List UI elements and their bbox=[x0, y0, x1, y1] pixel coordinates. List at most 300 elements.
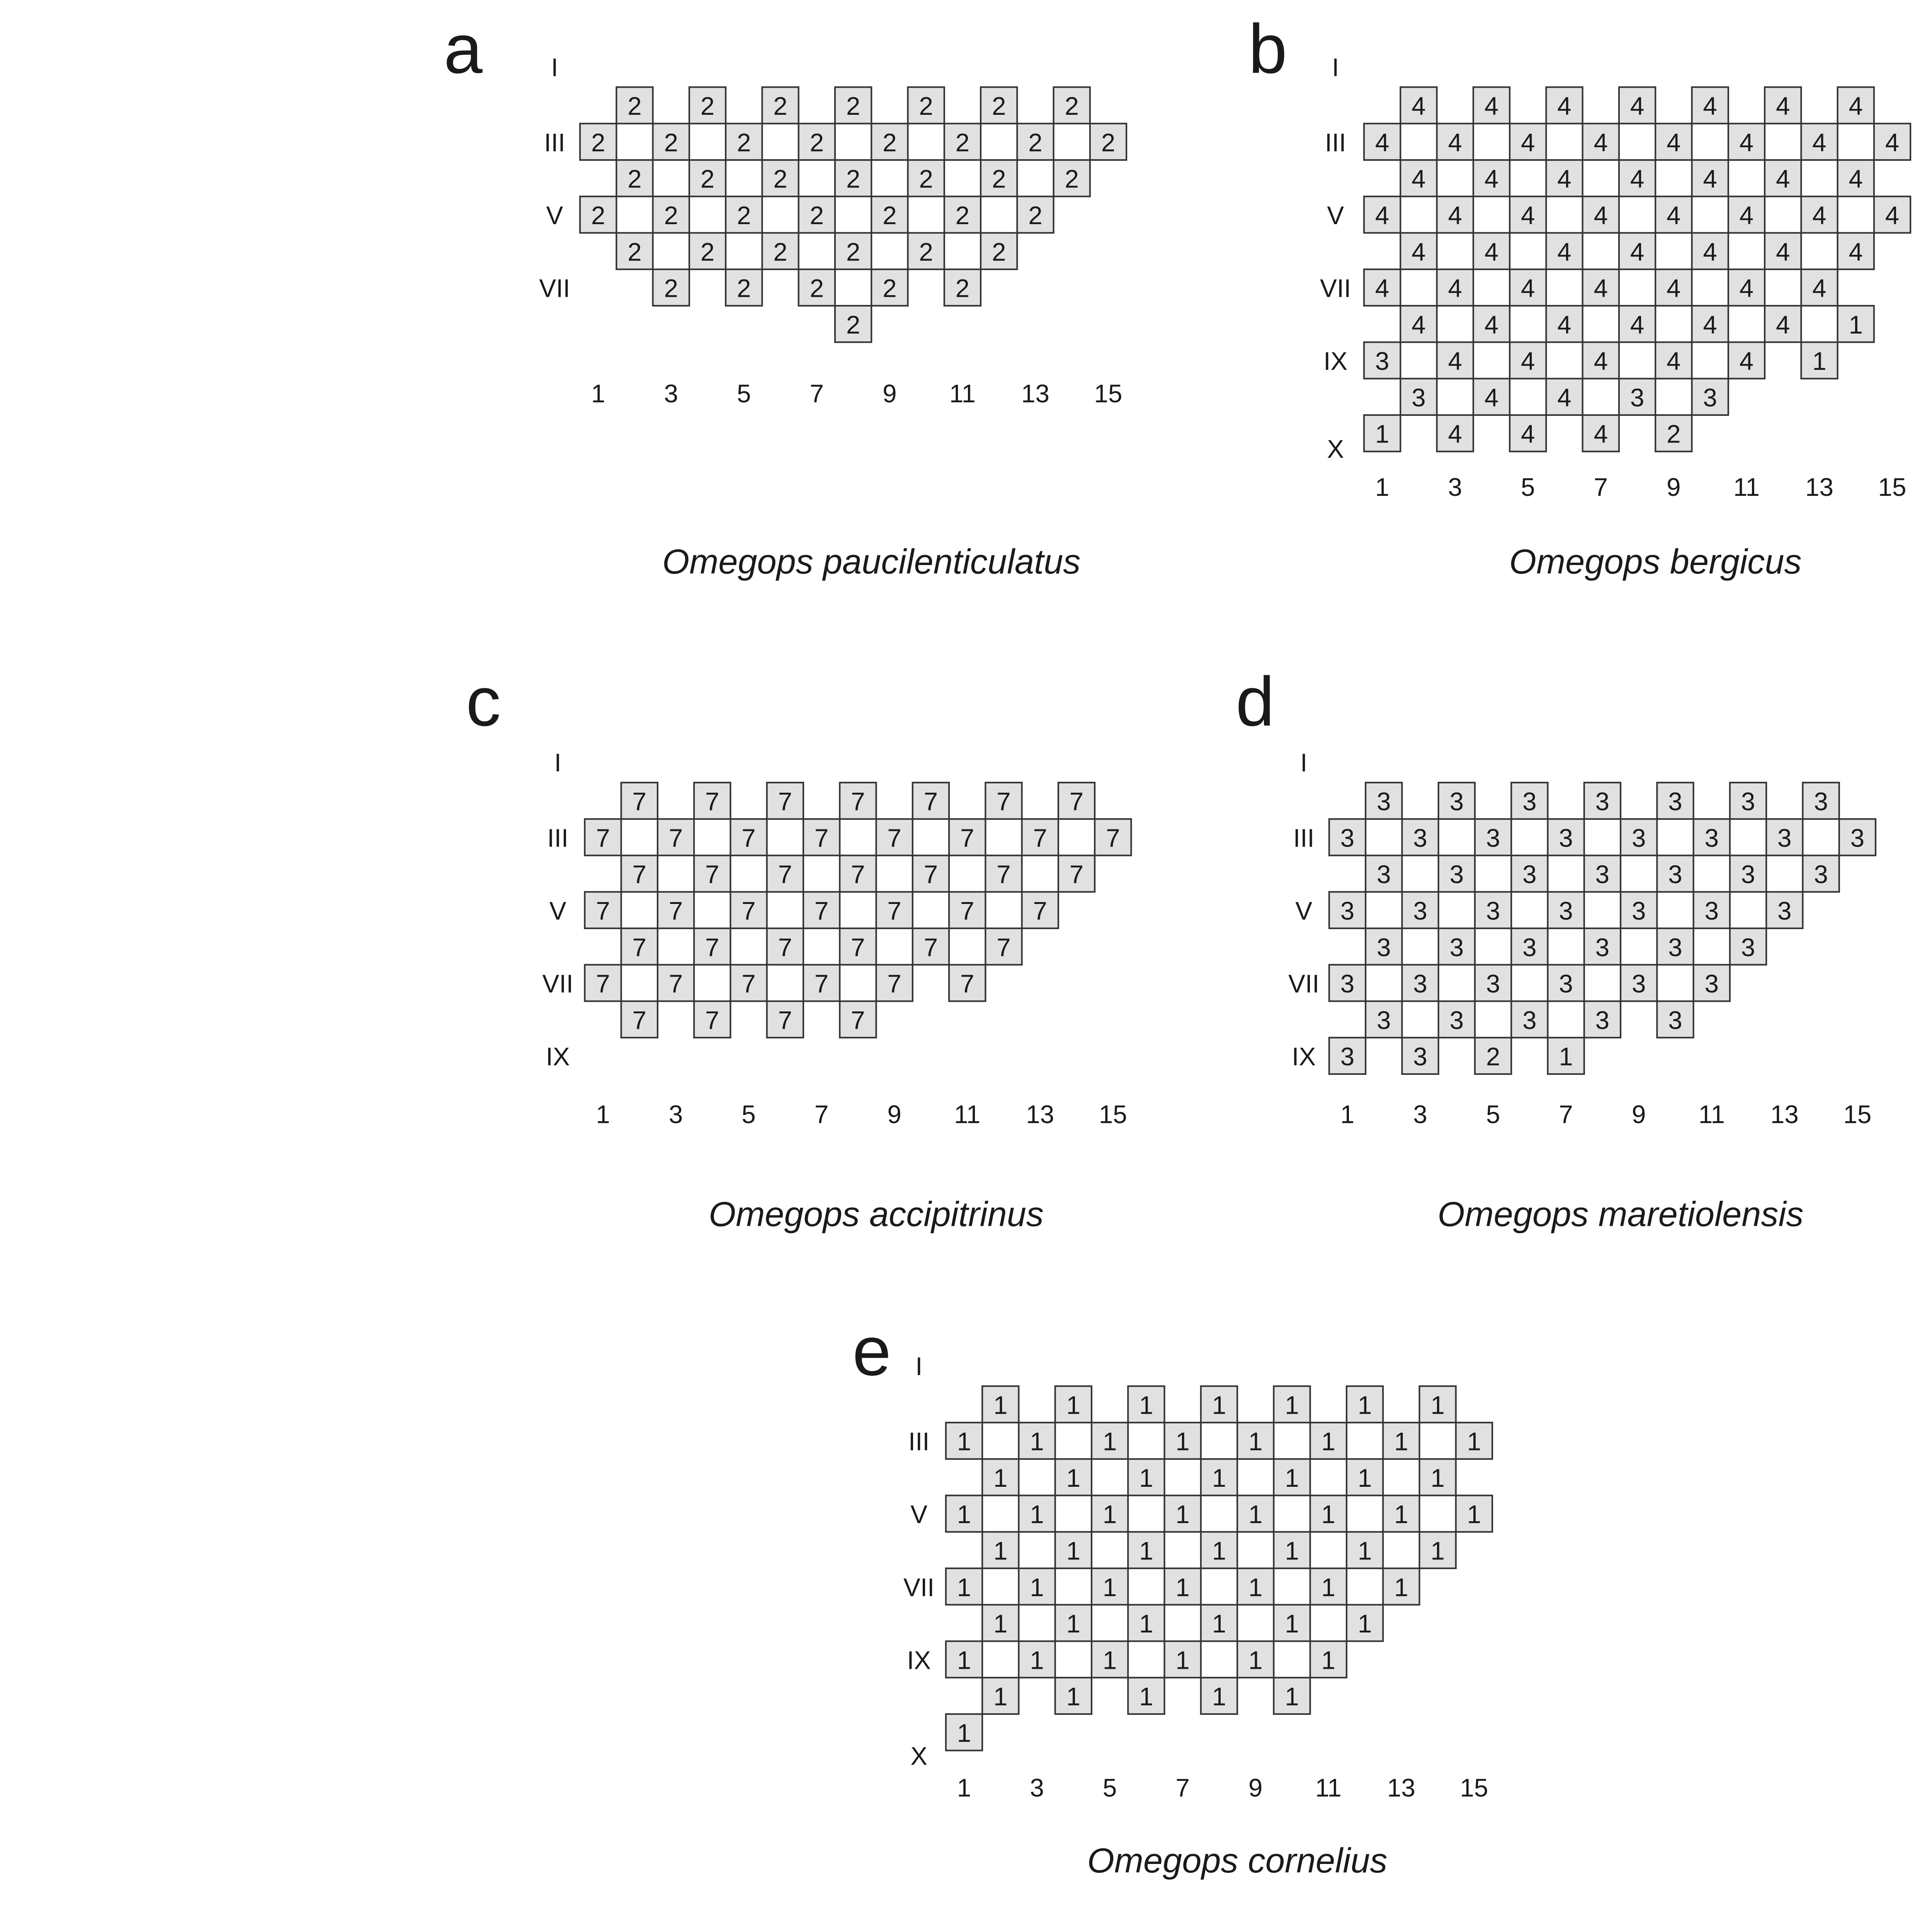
lens-cell bbox=[1692, 87, 1728, 123]
lens-cell bbox=[1128, 1678, 1164, 1714]
lens-cell-count: 4 bbox=[1812, 274, 1827, 303]
lens-cell-count: 2 bbox=[846, 310, 861, 339]
lens-cell bbox=[1456, 1495, 1492, 1532]
lens-cell-count: 4 bbox=[1703, 310, 1717, 339]
lens-cell bbox=[1728, 196, 1765, 233]
lens-cell bbox=[694, 928, 730, 965]
lens-cell bbox=[1274, 1386, 1310, 1423]
lens-cell-count: 7 bbox=[923, 787, 938, 816]
row-label: IX bbox=[546, 1042, 570, 1071]
lens-cell-count: 3 bbox=[1595, 1006, 1610, 1035]
lens-cell bbox=[946, 1423, 982, 1459]
lens-cell bbox=[1874, 124, 1910, 160]
lens-cell bbox=[1439, 928, 1475, 965]
lens-cell bbox=[694, 1001, 730, 1038]
lens-cell-count: 1 bbox=[1030, 1500, 1044, 1529]
lens-cell-count: 3 bbox=[1668, 860, 1682, 889]
lens-cell bbox=[1019, 1641, 1055, 1678]
species-name: Omegops maretiolensis bbox=[1437, 1195, 1804, 1234]
lens-cell-count: 4 bbox=[1776, 92, 1790, 121]
lens-cell bbox=[840, 928, 876, 965]
lens-cell-count: 4 bbox=[1630, 165, 1645, 193]
lens-cell-count: 4 bbox=[1739, 201, 1754, 230]
lens-cell bbox=[946, 1641, 982, 1678]
lens-cell bbox=[944, 124, 981, 160]
lens-cell-count: 2 bbox=[810, 128, 824, 157]
column-label: 15 bbox=[1460, 1774, 1488, 1802]
lens-cell-count: 2 bbox=[1028, 128, 1043, 157]
lens-cell-count: 7 bbox=[705, 860, 719, 889]
lens-cell-count: 7 bbox=[814, 824, 829, 852]
column-label: 11 bbox=[1698, 1100, 1725, 1129]
lens-cell-count: 3 bbox=[1595, 933, 1610, 962]
lens-cell-count: 2 bbox=[1486, 1042, 1500, 1071]
lens-cell bbox=[1546, 306, 1582, 342]
lens-cell-count: 1 bbox=[1394, 1427, 1408, 1456]
lens-cell-count: 4 bbox=[1594, 128, 1608, 157]
lens-cell bbox=[1237, 1423, 1274, 1459]
lens-cell bbox=[730, 892, 767, 928]
row-label: I bbox=[554, 749, 561, 777]
lens-cell-count: 1 bbox=[1139, 1537, 1153, 1565]
lens-cell-count: 2 bbox=[773, 165, 787, 193]
lens-cell-count: 2 bbox=[883, 201, 897, 230]
row-label: V bbox=[549, 897, 566, 925]
lens-cell-count: 7 bbox=[668, 970, 683, 998]
lens-cell bbox=[580, 196, 616, 233]
lens-cell-count: 7 bbox=[1106, 824, 1120, 852]
lens-cell bbox=[1619, 160, 1655, 196]
lens-cell-count: 3 bbox=[1340, 897, 1355, 925]
lens-cell-count: 4 bbox=[1849, 92, 1863, 121]
lens-cell bbox=[1383, 1495, 1419, 1532]
lens-cell-count: 3 bbox=[1668, 1006, 1682, 1035]
lens-cell bbox=[1657, 1001, 1693, 1038]
lens-cell-count: 3 bbox=[1413, 897, 1427, 925]
lens-cell-count: 1 bbox=[1394, 1573, 1408, 1602]
lens-cell-count: 1 bbox=[1248, 1646, 1263, 1675]
lens-cell-count: 7 bbox=[705, 787, 719, 816]
lens-cell-count: 4 bbox=[1521, 201, 1535, 230]
lens-cell-count: 4 bbox=[1667, 347, 1681, 376]
lens-cell bbox=[1400, 160, 1437, 196]
column-label: 13 bbox=[1387, 1774, 1415, 1802]
lens-cell bbox=[1475, 965, 1511, 1001]
lens-cell-count: 1 bbox=[1102, 1427, 1117, 1456]
row-label: III bbox=[544, 128, 565, 157]
lens-cell bbox=[1364, 415, 1400, 451]
lens-cell-count: 4 bbox=[1667, 274, 1681, 303]
lens-cell-count: 2 bbox=[628, 165, 642, 193]
lens-cell-count: 2 bbox=[992, 238, 1006, 266]
lens-cell-count: 4 bbox=[1521, 274, 1535, 303]
lens-cell-count: 2 bbox=[919, 238, 933, 266]
row-label: X bbox=[1327, 435, 1344, 463]
row-label: I bbox=[551, 53, 558, 82]
lens-cell bbox=[1475, 1038, 1511, 1074]
lens-cell bbox=[1621, 819, 1657, 855]
lens-cell-count: 4 bbox=[1885, 201, 1900, 230]
lens-cell bbox=[1583, 342, 1619, 378]
row-label: IX bbox=[1323, 347, 1348, 376]
lens-cell-count: 2 bbox=[737, 128, 751, 157]
lens-cell bbox=[1655, 196, 1692, 233]
lens-cell bbox=[985, 783, 1022, 819]
lens-cell-count: 7 bbox=[742, 824, 756, 852]
lens-cell bbox=[1838, 306, 1874, 342]
lens-cell bbox=[585, 965, 621, 1001]
lens-cell-count: 3 bbox=[1595, 860, 1610, 889]
lens-cell-count: 4 bbox=[1521, 420, 1535, 448]
lens-cell bbox=[1364, 124, 1400, 160]
lens-cell bbox=[1055, 1459, 1092, 1495]
lens-cell bbox=[982, 1678, 1019, 1714]
lens-cell bbox=[946, 1714, 982, 1750]
lens-cell-count: 2 bbox=[919, 92, 933, 121]
lens-cell-count: 4 bbox=[1630, 92, 1645, 121]
lens-cell-count: 1 bbox=[1175, 1573, 1190, 1602]
lens-cell-count: 1 bbox=[1139, 1391, 1153, 1420]
lens-cell bbox=[1619, 233, 1655, 269]
lens-cell-count: 4 bbox=[1448, 347, 1462, 376]
lens-cell-count: 1 bbox=[1321, 1500, 1336, 1529]
lens-cell bbox=[1657, 783, 1693, 819]
row-label: III bbox=[908, 1427, 930, 1456]
lens-cell-count: 4 bbox=[1849, 238, 1863, 266]
lens-cell-count: 3 bbox=[1741, 860, 1755, 889]
lens-cell-count: 3 bbox=[1704, 897, 1719, 925]
lens-cell bbox=[946, 1568, 982, 1605]
lens-cell bbox=[1801, 269, 1837, 306]
lens-cell-count: 3 bbox=[1449, 860, 1464, 889]
lens-cell bbox=[726, 196, 762, 233]
lens-cell-count: 7 bbox=[632, 860, 646, 889]
lens-cell bbox=[767, 928, 803, 965]
lens-cell bbox=[689, 233, 726, 269]
column-label: 7 bbox=[814, 1100, 829, 1129]
lens-cell bbox=[767, 783, 803, 819]
lens-cell bbox=[1437, 196, 1473, 233]
column-label: 7 bbox=[1559, 1100, 1573, 1129]
lens-cell bbox=[1546, 87, 1582, 123]
lens-cell-count: 2 bbox=[664, 274, 678, 303]
lens-cell bbox=[1310, 1495, 1347, 1532]
species-name: Omegops paucilenticulatus bbox=[662, 542, 1081, 581]
lens-cell-count: 1 bbox=[993, 1537, 1008, 1565]
lens-cell bbox=[1692, 306, 1728, 342]
lens-cell-count: 7 bbox=[887, 970, 901, 998]
lens-cell bbox=[1165, 1568, 1201, 1605]
lens-cell bbox=[1765, 160, 1801, 196]
lens-cell-count: 1 bbox=[1430, 1464, 1445, 1492]
lens-cell bbox=[1730, 928, 1766, 965]
lens-cell bbox=[1694, 965, 1730, 1001]
lens-cell-count: 1 bbox=[1285, 1682, 1299, 1711]
lens-cell-count: 1 bbox=[1030, 1573, 1044, 1602]
lens-cell-count: 2 bbox=[992, 92, 1006, 121]
lens-cell-count: 2 bbox=[1028, 201, 1043, 230]
lens-cell-count: 1 bbox=[957, 1573, 971, 1602]
column-label: 5 bbox=[1102, 1774, 1117, 1802]
lens-cell-count: 1 bbox=[957, 1500, 971, 1529]
lens-cell bbox=[1801, 124, 1837, 160]
column-label: 1 bbox=[957, 1774, 971, 1802]
lens-cell-count: 3 bbox=[1522, 1006, 1537, 1035]
lens-cell bbox=[1165, 1641, 1201, 1678]
lens-cell bbox=[694, 855, 730, 892]
lens-cell bbox=[1583, 269, 1619, 306]
lens-cell-count: 7 bbox=[778, 1006, 793, 1035]
lens-cell bbox=[1439, 855, 1475, 892]
lens-cell bbox=[1584, 783, 1621, 819]
lens-cell-count: 1 bbox=[993, 1391, 1008, 1420]
lens-cell bbox=[1022, 892, 1058, 928]
lens-cell-count: 7 bbox=[632, 787, 646, 816]
column-label: 9 bbox=[883, 380, 897, 408]
lens-cell-count: 4 bbox=[1448, 274, 1462, 303]
lens-cell bbox=[1619, 87, 1655, 123]
lens-cell-count: 3 bbox=[1486, 897, 1500, 925]
lens-cell-count: 7 bbox=[778, 787, 793, 816]
lens-cell bbox=[1692, 233, 1728, 269]
lens-cell bbox=[1439, 783, 1475, 819]
lens-cell-count: 2 bbox=[664, 128, 678, 157]
lens-cell bbox=[762, 233, 798, 269]
lens-cell bbox=[1765, 233, 1801, 269]
lens-cell-count: 1 bbox=[1102, 1646, 1117, 1675]
lens-cell bbox=[621, 1001, 658, 1038]
lens-cell-count: 7 bbox=[923, 860, 938, 889]
lens-cell bbox=[658, 819, 694, 855]
lens-cell bbox=[621, 855, 658, 892]
panel-letter: d bbox=[1236, 663, 1275, 741]
lens-cell bbox=[803, 965, 840, 1001]
column-label: 7 bbox=[810, 380, 824, 408]
lens-cell bbox=[1402, 1038, 1438, 1074]
row-label: III bbox=[547, 824, 568, 852]
lens-cell-count: 7 bbox=[705, 1006, 719, 1035]
lens-cell bbox=[1548, 965, 1584, 1001]
lens-cell bbox=[1237, 1641, 1274, 1678]
lens-cell-count: 3 bbox=[1522, 787, 1537, 816]
lens-cell bbox=[1383, 1423, 1419, 1459]
lens-cell bbox=[689, 160, 726, 196]
lens-cell bbox=[1366, 1001, 1402, 1038]
lens-cell bbox=[1437, 342, 1473, 378]
column-label: 3 bbox=[668, 1100, 683, 1129]
lens-cell-count: 3 bbox=[1850, 824, 1865, 852]
lens-cell bbox=[1437, 415, 1473, 451]
panel-a bbox=[444, 10, 1126, 581]
lens-cell-count: 1 bbox=[957, 1646, 971, 1675]
lens-cell-count: 2 bbox=[1667, 420, 1681, 448]
lens-cell bbox=[1621, 965, 1657, 1001]
lens-cell-count: 2 bbox=[919, 165, 933, 193]
lens-cell-count: 1 bbox=[1849, 310, 1863, 339]
column-label: 7 bbox=[1175, 1774, 1190, 1802]
lens-cell-count: 4 bbox=[1594, 274, 1608, 303]
row-label: I bbox=[1300, 749, 1308, 777]
lens-cell bbox=[1730, 855, 1766, 892]
lens-cell bbox=[908, 233, 944, 269]
lens-cell-count: 2 bbox=[591, 201, 605, 230]
lens-cell bbox=[799, 196, 835, 233]
row-label: VII bbox=[542, 970, 573, 998]
lens-cell-count: 1 bbox=[1321, 1646, 1336, 1675]
lens-cell bbox=[1511, 928, 1548, 965]
lens-cell-count: 1 bbox=[1357, 1537, 1372, 1565]
lens-cell-count: 1 bbox=[1559, 1042, 1573, 1071]
lens-cell-count: 4 bbox=[1375, 128, 1389, 157]
lens-cell-count: 2 bbox=[846, 238, 861, 266]
lens-cell-count: 7 bbox=[997, 787, 1011, 816]
lens-cell-count: 1 bbox=[1212, 1537, 1226, 1565]
lens-cell-count: 1 bbox=[1285, 1537, 1299, 1565]
column-label: 11 bbox=[954, 1100, 981, 1129]
lens-cell-count: 4 bbox=[1448, 420, 1462, 448]
lens-cell bbox=[835, 160, 871, 196]
lens-cell-count: 7 bbox=[960, 824, 975, 852]
lens-cell-count: 7 bbox=[997, 860, 1011, 889]
lens-cell-count: 1 bbox=[1175, 1500, 1190, 1529]
lens-cell bbox=[1364, 269, 1400, 306]
row-label: V bbox=[910, 1500, 928, 1529]
lens-cell bbox=[944, 196, 981, 233]
lens-cell bbox=[982, 1459, 1019, 1495]
panel-letter: e bbox=[852, 1312, 891, 1390]
lens-cell-count: 1 bbox=[1139, 1464, 1153, 1492]
lens-cell-count: 4 bbox=[1630, 310, 1645, 339]
lens-cell-count: 1 bbox=[1175, 1646, 1190, 1675]
lens-cell bbox=[1347, 1386, 1383, 1423]
lens-cell bbox=[689, 87, 726, 123]
lens-cell bbox=[1274, 1605, 1310, 1641]
lens-cell-count: 7 bbox=[1069, 860, 1084, 889]
lens-cell-count: 3 bbox=[1814, 787, 1828, 816]
lens-cell-count: 7 bbox=[668, 897, 683, 925]
lens-cell bbox=[1584, 855, 1621, 892]
lens-cell-count: 3 bbox=[1595, 787, 1610, 816]
lens-cell bbox=[621, 783, 658, 819]
row-label: III bbox=[1325, 128, 1346, 157]
lens-cell bbox=[1058, 783, 1095, 819]
lens-cell-count: 3 bbox=[1559, 897, 1573, 925]
lens-cell-count: 1 bbox=[1175, 1427, 1190, 1456]
lens-cell bbox=[1092, 1641, 1128, 1678]
panel-e bbox=[852, 1312, 1492, 1880]
lens-cell-count: 7 bbox=[851, 787, 865, 816]
lens-cell-count: 2 bbox=[955, 128, 970, 157]
lens-cell-count: 3 bbox=[1703, 383, 1717, 412]
column-label: 7 bbox=[1594, 473, 1608, 501]
row-label: IX bbox=[907, 1646, 931, 1675]
lens-cell bbox=[982, 1605, 1019, 1641]
lens-cell-count: 7 bbox=[632, 1006, 646, 1035]
lens-cell-count: 4 bbox=[1521, 347, 1535, 376]
lens-cell-count: 7 bbox=[778, 860, 793, 889]
lens-cell-count: 4 bbox=[1375, 274, 1389, 303]
lens-cell bbox=[1548, 892, 1584, 928]
lens-cell bbox=[616, 233, 653, 269]
lens-cell bbox=[876, 965, 913, 1001]
lens-cell bbox=[1017, 124, 1053, 160]
row-label: IX bbox=[1292, 1042, 1316, 1071]
lens-cell-count: 7 bbox=[1033, 824, 1048, 852]
lens-cell-count: 7 bbox=[814, 970, 829, 998]
lens-cell-count: 1 bbox=[1030, 1646, 1044, 1675]
lens-cell bbox=[1090, 124, 1126, 160]
lens-cell bbox=[1402, 819, 1438, 855]
lens-cell bbox=[1329, 965, 1366, 1001]
lens-cell bbox=[908, 87, 944, 123]
lens-cell bbox=[1274, 1532, 1310, 1568]
lens-cell-count: 4 bbox=[1594, 201, 1608, 230]
lens-cell bbox=[1765, 306, 1801, 342]
lens-cell-count: 3 bbox=[1413, 970, 1427, 998]
lens-cell-count: 2 bbox=[955, 201, 970, 230]
lens-cell-count: 1 bbox=[993, 1682, 1008, 1711]
lens-cell bbox=[1128, 1532, 1164, 1568]
lens-cell bbox=[1510, 124, 1546, 160]
lens-cell-count: 4 bbox=[1557, 383, 1571, 412]
lens-cell bbox=[1058, 855, 1095, 892]
lens-cell-count: 4 bbox=[1667, 201, 1681, 230]
lens-cell-count: 4 bbox=[1557, 238, 1571, 266]
lens-cell bbox=[1621, 892, 1657, 928]
lens-cell-count: 7 bbox=[887, 824, 901, 852]
lens-cell-count: 4 bbox=[1776, 310, 1790, 339]
lens-cell-count: 1 bbox=[1139, 1682, 1153, 1711]
lens-cell-count: 4 bbox=[1812, 128, 1827, 157]
column-label: 1 bbox=[596, 1100, 610, 1129]
column-label: 3 bbox=[1030, 1774, 1044, 1802]
lens-cell bbox=[1201, 1386, 1237, 1423]
lens-cell bbox=[1655, 342, 1692, 378]
lens-cell bbox=[726, 124, 762, 160]
lens-cell bbox=[949, 965, 985, 1001]
lens-cell bbox=[799, 269, 835, 306]
lens-cell bbox=[1766, 892, 1803, 928]
lens-cell-count: 7 bbox=[632, 933, 646, 962]
lens-cell-count: 1 bbox=[1066, 1610, 1081, 1638]
lens-cell-count: 3 bbox=[1559, 824, 1573, 852]
lens-cell bbox=[1329, 1038, 1366, 1074]
lens-cell bbox=[1054, 160, 1090, 196]
lens-cell bbox=[1092, 1495, 1128, 1532]
lens-cell-count: 2 bbox=[700, 238, 715, 266]
lens-cell bbox=[1347, 1532, 1383, 1568]
column-label: 9 bbox=[1667, 473, 1681, 501]
lens-cell-count: 1 bbox=[1812, 347, 1827, 376]
lens-cell-count: 1 bbox=[1394, 1500, 1408, 1529]
lens-cell-count: 3 bbox=[1449, 933, 1464, 962]
lens-cell-count: 3 bbox=[1413, 1042, 1427, 1071]
lens-cell bbox=[840, 783, 876, 819]
lens-cell bbox=[1728, 124, 1765, 160]
lens-cell-count: 4 bbox=[1703, 238, 1717, 266]
lens-cell bbox=[1511, 855, 1548, 892]
lens-cell bbox=[1803, 783, 1839, 819]
lens-cell-count: 4 bbox=[1594, 347, 1608, 376]
lens-cell bbox=[871, 269, 908, 306]
lens-cell-count: 3 bbox=[1340, 970, 1355, 998]
lens-cell bbox=[982, 1386, 1019, 1423]
column-label: 1 bbox=[591, 380, 605, 408]
lens-cell-count: 1 bbox=[957, 1719, 971, 1747]
lens-cell-count: 3 bbox=[1449, 787, 1464, 816]
lens-cell bbox=[1402, 965, 1438, 1001]
lens-cell-count: 3 bbox=[1668, 787, 1682, 816]
